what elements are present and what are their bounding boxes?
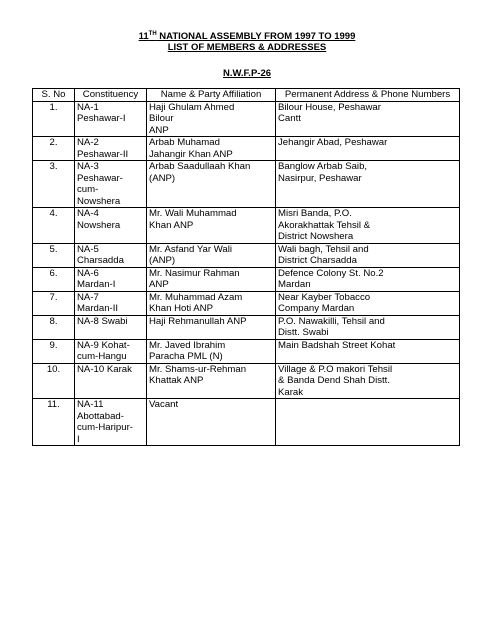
- cell-address: [276, 161, 460, 208]
- address-line: Near Kayber Tobacco: [278, 291, 371, 303]
- name-line: Jahangir Khan ANP: [149, 148, 233, 160]
- address-line: District Charsadda: [278, 255, 357, 266]
- cell-sno: 1.: [33, 101, 75, 137]
- cell-sno: 8.: [33, 315, 75, 339]
- members-table: [32, 88, 460, 446]
- cell-address: [276, 243, 460, 267]
- constituency-line: cum-Haripur-: [77, 422, 133, 433]
- table-row: [33, 339, 460, 363]
- address-line: Distt. Swabi: [278, 327, 329, 338]
- constituency-line: NA-11: [77, 399, 104, 410]
- cell-sno: 3.: [33, 161, 75, 208]
- table-row: [33, 161, 460, 208]
- cell-address: [276, 267, 460, 291]
- name-line: Mr. Shams-ur-Rehman: [149, 363, 247, 375]
- address-line: District Nowshera: [278, 231, 354, 242]
- address-line: Bilour House, Peshawar: [278, 101, 381, 113]
- cell-name: [147, 101, 276, 137]
- constituency-line: NA-3: [77, 161, 99, 172]
- cell-sno: 9.: [33, 339, 75, 363]
- name-line: Mr. Javed Ibrahim: [149, 339, 226, 351]
- cell-name: [147, 291, 276, 315]
- constituency-line: NA-8 Swabi: [77, 315, 128, 327]
- cell-constituency: [75, 161, 147, 208]
- cell-constituency: [75, 208, 147, 244]
- column-header-address: Permanent Address & Phone Numbers: [276, 89, 460, 102]
- name-line: Bilour: [149, 113, 174, 124]
- cell-constituency: [75, 399, 147, 446]
- table-row: [33, 243, 460, 267]
- cell-constituency: [75, 101, 147, 137]
- table-row: [33, 208, 460, 244]
- constituency-line: NA-2: [77, 137, 99, 148]
- cell-name: [147, 137, 276, 161]
- constituency-line: NA-5: [77, 243, 99, 255]
- name-line: Khan ANP: [149, 219, 194, 231]
- cell-name: [147, 208, 276, 244]
- name-line: Arbab Saadullaah Khan: [149, 161, 251, 172]
- name-line: Paracha PML (N): [149, 351, 223, 362]
- cell-constituency: [75, 243, 147, 267]
- cell-address: [276, 363, 460, 399]
- cell-address: [276, 399, 460, 446]
- name-line: Mr. Wali Muhammad: [149, 208, 237, 219]
- cell-constituency: [75, 291, 147, 315]
- constituency-line: Charsadda: [77, 255, 124, 266]
- address-line: Main Badshah Street Kohat: [278, 339, 396, 351]
- constituency-line: Abottabad-: [77, 410, 124, 422]
- address-line: Cantt: [278, 113, 301, 124]
- name-line: Mr. Asfand Yar Wali: [149, 243, 232, 255]
- address-line: & Banda Dend Shah Distt.: [278, 375, 390, 386]
- constituency-line: NA-7: [77, 291, 99, 303]
- address-line: Mardan: [278, 279, 311, 290]
- constituency-line: Nowshera: [77, 195, 121, 207]
- cell-name: [147, 339, 276, 363]
- document-subtitle: LIST OF MEMBERS & ADDRESSES: [167, 42, 327, 53]
- constituency-line: Peshawar-: [77, 172, 123, 184]
- name-line: Arbab Muhamad: [149, 137, 220, 148]
- address-line: Nasirpur, Peshawar: [278, 172, 362, 184]
- constituency-line: cum-: [77, 184, 99, 195]
- constituency-line: NA-4: [77, 208, 99, 219]
- address-line: Village & P.O makori Tehsil: [278, 363, 393, 375]
- name-line: Khattak ANP: [149, 375, 204, 386]
- cell-address: [276, 101, 460, 137]
- constituency-line: Peshawar-II: [77, 148, 129, 160]
- address-line: Jehangir Abad, Peshawar: [278, 137, 388, 148]
- cell-sno: 2.: [33, 137, 75, 161]
- name-line: Haji Rehmanullah ANP: [149, 315, 247, 327]
- cell-sno: 10.: [33, 363, 75, 399]
- cell-name: [147, 399, 276, 446]
- cell-name: [147, 243, 276, 267]
- table-row: [33, 315, 460, 339]
- constituency-line: NA-10 Karak: [77, 363, 132, 375]
- column-header-sno: S. No: [33, 89, 75, 102]
- column-header-constituency: Constituency: [75, 89, 147, 102]
- cell-name: [147, 161, 276, 208]
- address-line: Misri Banda, P.O.: [278, 208, 352, 219]
- table-row: [33, 137, 460, 161]
- address-line: Company Mardan: [278, 303, 355, 314]
- document-title: 11TH NATIONAL ASSEMBLY FROM 1997 TO 1999: [138, 30, 356, 42]
- address-line: Defence Colony St. No.2: [278, 267, 384, 279]
- cell-constituency: [75, 363, 147, 399]
- province-heading: N.W.F.P-26: [222, 68, 272, 79]
- name-line: Mr. Nasimur Rahman: [149, 267, 240, 279]
- name-line: (ANP): [149, 172, 176, 184]
- cell-sno: 6.: [33, 267, 75, 291]
- cell-address: [276, 137, 460, 161]
- constituency-line: cum-Hangu: [77, 351, 127, 362]
- cell-sno: 4.: [33, 208, 75, 244]
- constituency-line: NA-1: [77, 101, 99, 113]
- cell-name: [147, 267, 276, 291]
- cell-address: [276, 291, 460, 315]
- address-line: Akorakhattak Tehsil &: [278, 219, 371, 231]
- column-header-name-party: Name & Party Affiliation: [147, 89, 276, 102]
- name-line: Haji Ghulam Ahmed: [149, 101, 235, 113]
- table-row: [33, 399, 460, 446]
- constituency-line: Peshawar-I: [77, 113, 126, 124]
- cell-sno: 11.: [33, 399, 75, 446]
- name-line: ANP: [149, 124, 169, 136]
- constituency-line: Mardan-II: [77, 303, 119, 314]
- name-line: Khan Hoti ANP: [149, 303, 213, 314]
- constituency-line: Nowshera: [77, 219, 121, 231]
- name-line: ANP: [149, 279, 169, 290]
- constituency-line: I: [77, 433, 80, 445]
- name-line: Mr. Muhammad Azam: [149, 291, 243, 303]
- cell-address: [276, 339, 460, 363]
- name-line: (ANP): [149, 255, 176, 266]
- table-row: [33, 363, 460, 399]
- cell-constituency: [75, 339, 147, 363]
- constituency-line: NA-9 Kohat-: [77, 339, 130, 351]
- cell-name: [147, 363, 276, 399]
- cell-constituency: [75, 267, 147, 291]
- table-row: [33, 291, 460, 315]
- cell-sno: 5.: [33, 243, 75, 267]
- constituency-line: Mardan-I: [77, 279, 116, 290]
- cell-sno: 7.: [33, 291, 75, 315]
- constituency-line: NA-6: [77, 267, 99, 279]
- table-row: [33, 101, 460, 137]
- cell-constituency: [75, 315, 147, 339]
- cell-constituency: [75, 137, 147, 161]
- address-line: Wali bagh, Tehsil and: [278, 243, 369, 255]
- name-line: Vacant: [149, 399, 179, 410]
- cell-address: [276, 208, 460, 244]
- cell-address: [276, 315, 460, 339]
- address-line: P.O. Nawakilli, Tehsil and: [278, 315, 385, 327]
- table-header-row: [33, 89, 460, 102]
- cell-name: [147, 315, 276, 339]
- table-row: [33, 267, 460, 291]
- address-line: Karak: [278, 386, 304, 398]
- address-line: Banglow Arbab Saib,: [278, 161, 368, 172]
